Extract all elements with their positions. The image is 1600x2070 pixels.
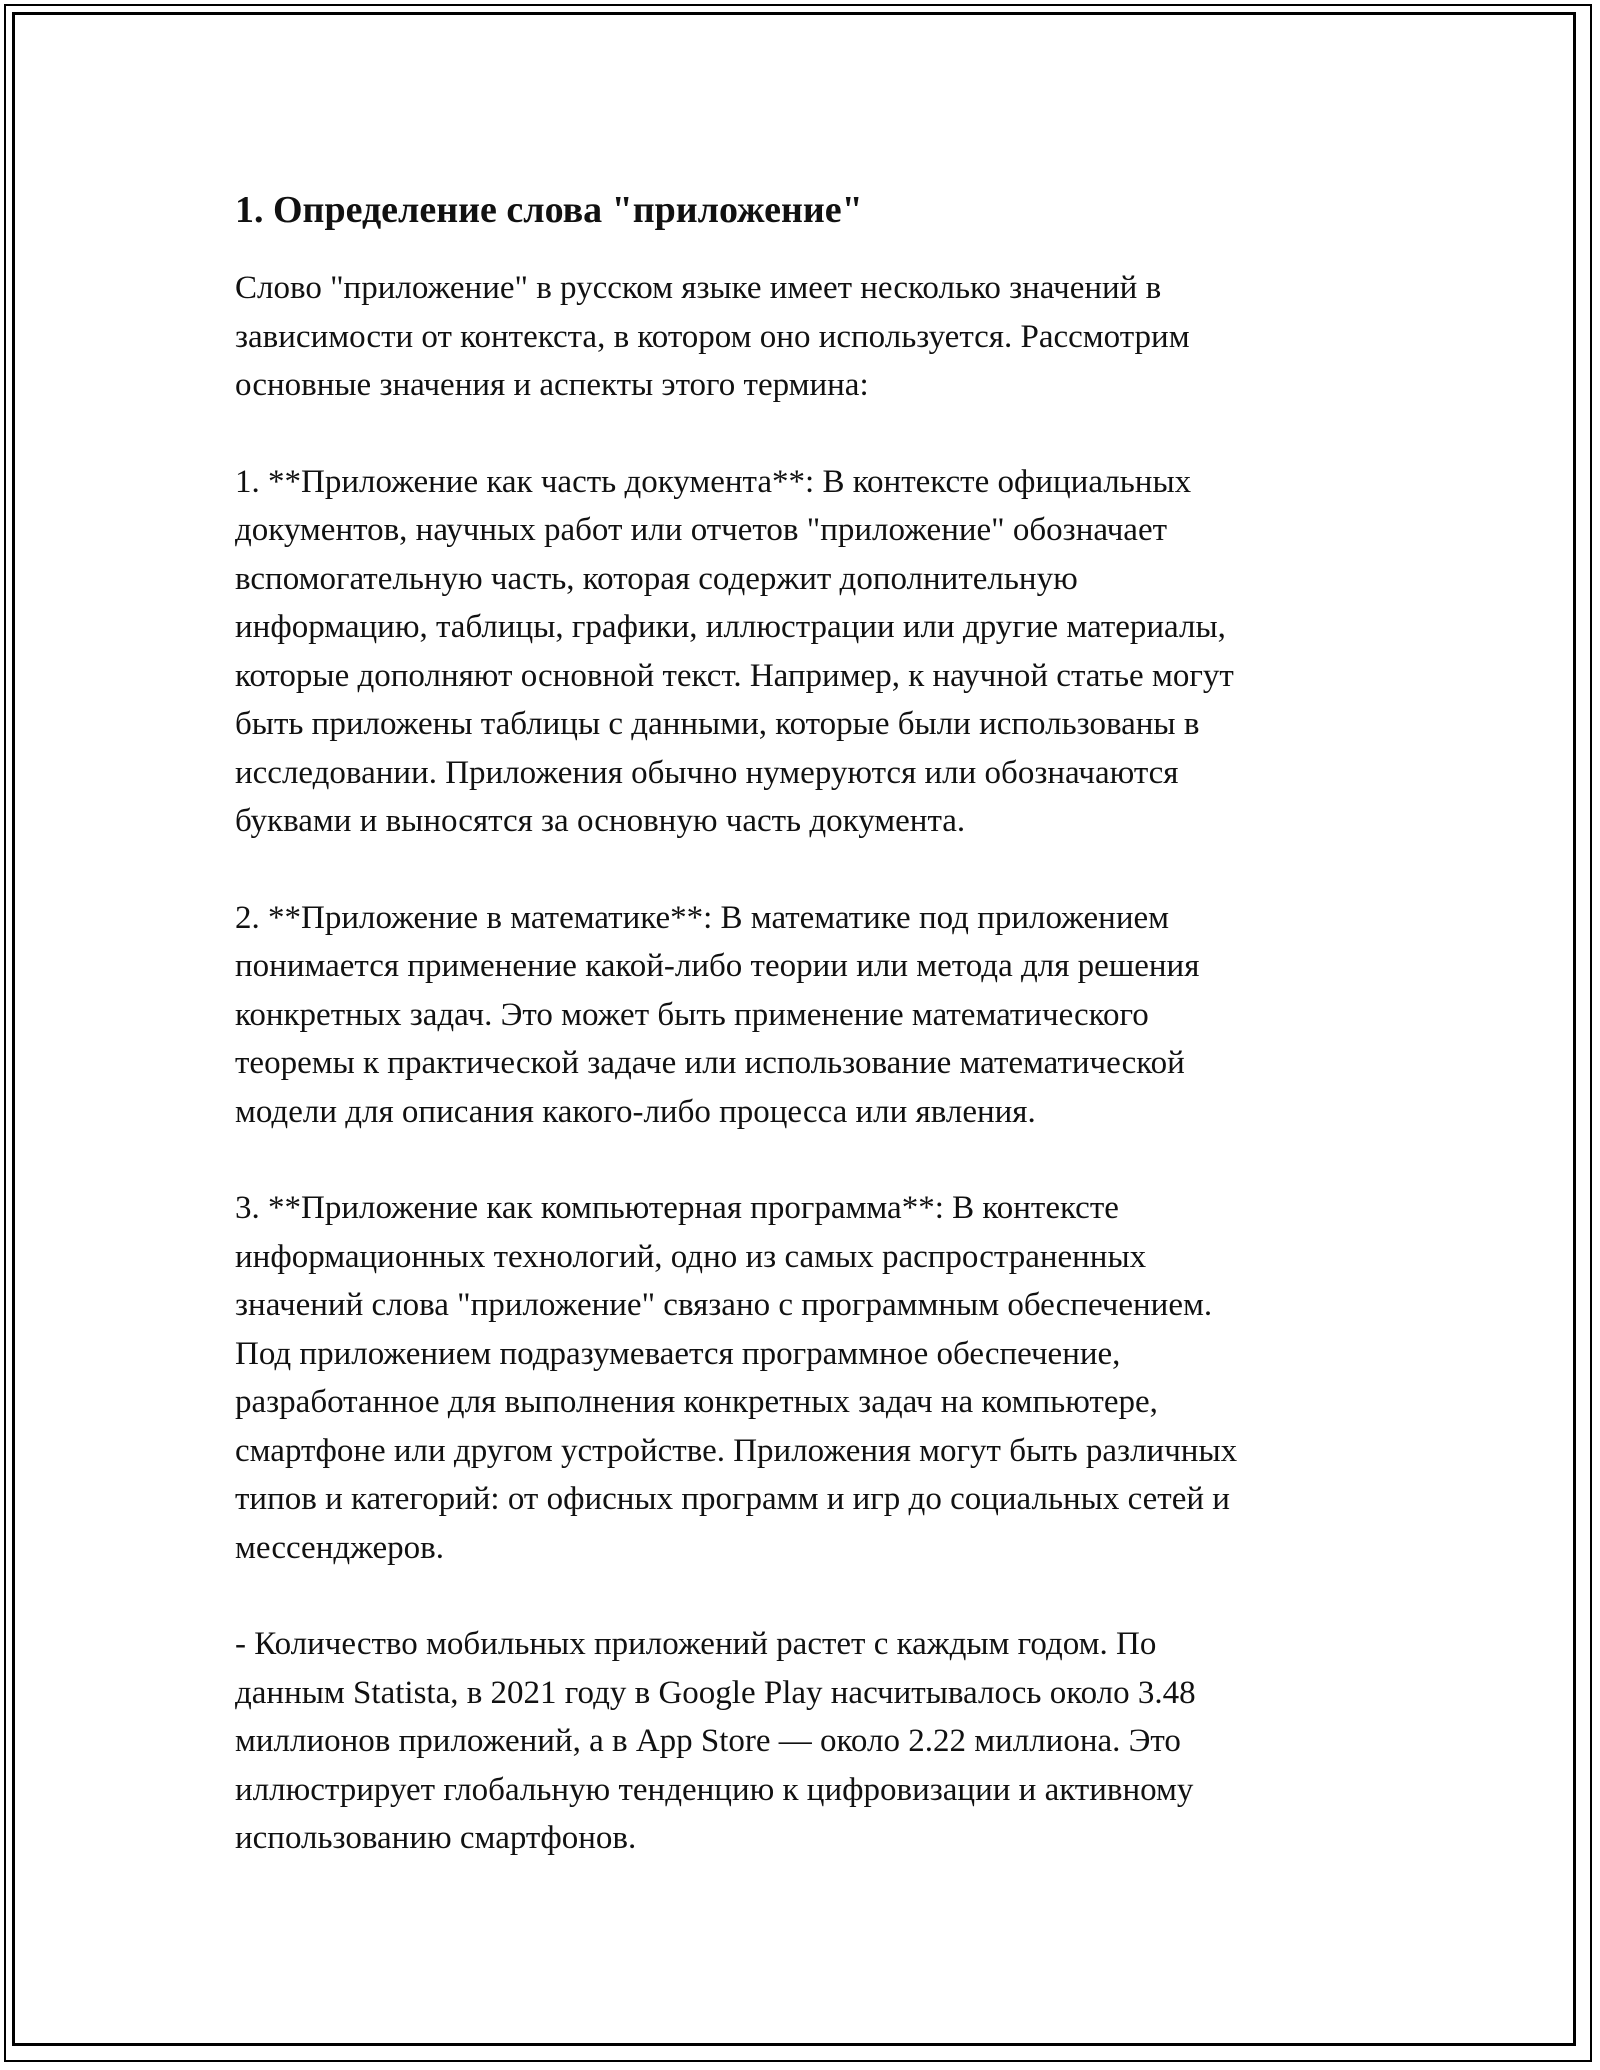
paragraph-computer-program: 3. **Приложение как компьютерная программа**: В контексте информационных технологий, одно из самых распространенных значений слова "приложение" связано с программным обеспечением. Под приложением подразумевается программное обеспечение, разработанное для выполнения конкретных задач на компьютере, смартфоне или другом устройстве. Приложения могут быть различных типов и категорий: от офисных программ и игр до социальных сетей и мессенджеров.: [235, 1190, 1238, 1566]
paragraph-mobile-stats: - Количество мобильных приложений растет с каждым годом. По данным Statista, в 2021 году в Google Play насчитывалось около 3.48 миллионов приложений, а в App Store — около 2.22 миллиона. Это иллюстрирует глобальную тенденцию к цифровизации и активному использованию смартфонов.: [235, 1626, 1196, 1856]
paragraph-math-application: 2. **Приложение в математике**: В математике под приложением понимается применение какой-либо теории или метода для решения конкретных задач. Это может быть применение математического теоремы к практической задаче или использование математической модели для описания какого-либо процесса или явления.: [235, 899, 1200, 1130]
paragraph-intro: Слово "приложение" в русском языке имеет несколько значений в зависимости от контекста, в котором оно используется. Рассмотрим основные значения и аспекты этого термина:: [235, 270, 1190, 403]
section-heading: 1. Определение слова "приложение": [235, 189, 863, 231]
document-body: [235, 186, 1370, 1911]
paragraph-document-appendix: 1. **Приложение как часть документа**: В контексте официальных документов, научных работ или отчетов "приложение" обозначает вспомогательную часть, которая содержит дополнительную информацию, таблицы, графики, иллюстрации или другие материалы, которые дополняют основной текст. Например, к научной статье могут быть приложены таблицы с данными, которые были использованы в исследовании. Приложения обычно нумеруются или обозначаются буквами и выносятся за основную часть документа.: [235, 463, 1234, 839]
